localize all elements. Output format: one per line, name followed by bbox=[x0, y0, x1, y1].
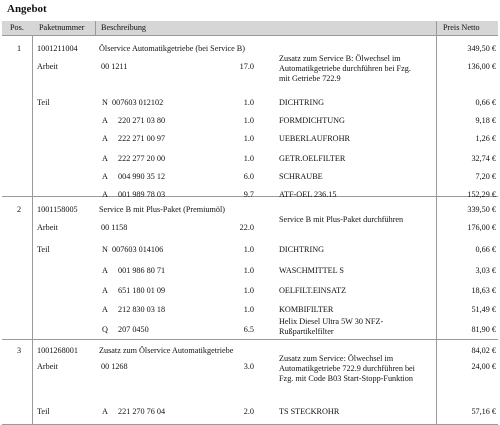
line-price: 136,00 € bbox=[467, 62, 496, 71]
line-description: Helix Diesel Ultra 5W 30 NFZ-Rußpartikelfilter bbox=[279, 317, 384, 336]
line-type: Arbeit bbox=[37, 223, 58, 232]
position-price: 349,50 € bbox=[467, 44, 496, 53]
article-number: 221 270 76 04 bbox=[118, 407, 166, 416]
article-number: 001 986 80 71 bbox=[118, 266, 166, 275]
quantity: 1.0 bbox=[243, 266, 254, 275]
line-price: 1,26 € bbox=[475, 134, 496, 143]
line-description: OELFILT.EINSATZ bbox=[279, 286, 347, 295]
quantity: 1.0 bbox=[243, 98, 254, 107]
line-type: Arbeit bbox=[37, 62, 58, 71]
part-prefix: A bbox=[102, 134, 108, 143]
table-header bbox=[2, 21, 498, 35]
position-description: Ölservice Automatikgetriebe (bei Service B) bbox=[99, 44, 245, 53]
package-number: 1001211004 bbox=[37, 44, 78, 53]
article-number: 007603 012102 bbox=[112, 98, 164, 107]
part-prefix: N bbox=[102, 245, 108, 254]
package-number: 1001268001 bbox=[37, 346, 78, 355]
line-price: 9,18 € bbox=[475, 116, 496, 125]
part-prefix: Q bbox=[102, 325, 108, 334]
position-number: 3 bbox=[17, 346, 22, 355]
quantity: 3.0 bbox=[243, 362, 254, 371]
article-number: 00 1158 bbox=[101, 223, 128, 232]
line-description: Zusatz zum Service: Ölwechsel im Automatikgetriebe 722.9 durchführen bei Fzg. mit Code B03 Start-Stopp-Funktion bbox=[279, 354, 415, 383]
part-prefix: A bbox=[102, 266, 108, 275]
article-number: 222 271 00 97 bbox=[118, 134, 166, 143]
line-description: WASCHMITTEL S bbox=[279, 266, 344, 275]
page-title: Angebot bbox=[7, 3, 47, 15]
part-prefix: A bbox=[102, 154, 108, 163]
part-prefix: A bbox=[102, 190, 108, 199]
article-number: 004 990 35 12 bbox=[118, 172, 166, 181]
article-number: 222 277 20 00 bbox=[118, 154, 166, 163]
line-price: 7,20 € bbox=[475, 172, 496, 181]
article-number: 220 271 03 80 bbox=[118, 116, 166, 125]
line-description: KOMBIFILTER bbox=[279, 305, 334, 314]
article-number: 207 0450 bbox=[118, 325, 149, 334]
line-price: 18,63 € bbox=[471, 286, 496, 295]
part-prefix: A bbox=[102, 172, 108, 181]
part-prefix: N bbox=[102, 98, 108, 107]
line-description: GETR.OELFILTER bbox=[279, 154, 346, 163]
article-number: 212 830 03 18 bbox=[118, 305, 166, 314]
position-number: 1 bbox=[17, 44, 22, 53]
quantity: 1.0 bbox=[243, 245, 254, 254]
line-type: Teil bbox=[37, 98, 50, 107]
line-price: 81,90 € bbox=[471, 325, 496, 334]
part-prefix: A bbox=[102, 407, 108, 416]
line-description: DICHTRING bbox=[279, 98, 325, 107]
quantity: 1.0 bbox=[243, 305, 254, 314]
line-description: TS STECKROHR bbox=[279, 407, 340, 416]
position-description: Zusatz zum Ölservice Automatikgetriebe bbox=[99, 346, 234, 355]
article-number: 651 180 01 09 bbox=[118, 286, 166, 295]
column-divider bbox=[32, 35, 33, 425]
quantity: 17.0 bbox=[239, 62, 254, 71]
position-price: 339,50 € bbox=[467, 205, 496, 214]
quantity: 1.0 bbox=[243, 116, 254, 125]
article-number: 007603 014106 bbox=[112, 245, 164, 254]
line-type: Arbeit bbox=[37, 362, 58, 371]
quantity: 6.5 bbox=[243, 325, 254, 334]
quantity: 22.0 bbox=[239, 223, 254, 232]
line-price: 0,66 € bbox=[475, 98, 496, 107]
line-price: 57,16 € bbox=[471, 407, 496, 416]
line-description: SCHRAUBE bbox=[279, 172, 323, 181]
line-type: Teil bbox=[37, 407, 50, 416]
line-type: Teil bbox=[37, 245, 50, 254]
quantity: 9.7 bbox=[243, 190, 254, 199]
line-description: UEBERLAUFROHR bbox=[279, 134, 350, 143]
line-price: 152,29 € bbox=[467, 190, 496, 199]
article-number: 00 1268 bbox=[101, 362, 128, 371]
line-description: FORMDICHTUNG bbox=[279, 116, 345, 125]
package-number: 1001158005 bbox=[37, 205, 78, 214]
part-prefix: A bbox=[102, 116, 108, 125]
table-rule bbox=[2, 35, 498, 36]
line-price: 0,66 € bbox=[475, 245, 496, 254]
header-preis: Preis Netto bbox=[443, 23, 480, 32]
line-description: Service B mit Plus-Paket durchführen bbox=[279, 215, 404, 224]
line-description: DICHTRING bbox=[279, 245, 325, 254]
header-beschreibung: Beschreibung bbox=[101, 23, 147, 32]
quantity: 1.0 bbox=[243, 154, 254, 163]
line-price: 176,00 € bbox=[467, 223, 496, 232]
header-pos: Pos. bbox=[10, 23, 24, 32]
column-divider bbox=[436, 21, 437, 425]
article-number: 00 1211 bbox=[101, 62, 128, 71]
line-price: 51,49 € bbox=[471, 305, 496, 314]
column-divider bbox=[95, 21, 96, 35]
header-paketnummer: Paketnummer bbox=[39, 23, 85, 32]
position-number: 2 bbox=[17, 205, 22, 214]
part-prefix: A bbox=[102, 286, 108, 295]
part-prefix: A bbox=[102, 305, 108, 314]
article-number: 001 989 78 03 bbox=[118, 190, 166, 199]
line-price: 24,00 € bbox=[471, 362, 496, 371]
line-description: Zusatz zum Service B: Ölwechsel im Automatikgetriebe durchführen bei Fzg. mit Getriebe 722.9 bbox=[279, 54, 411, 83]
position-description: Service B mit Plus-Paket (Premiumöl) bbox=[99, 205, 225, 214]
quantity: 1.0 bbox=[243, 134, 254, 143]
quantity: 1.0 bbox=[243, 286, 254, 295]
line-price: 3,03 € bbox=[475, 266, 496, 275]
position-price: 84,02 € bbox=[471, 346, 496, 355]
line-description: ATF-OEL 236.15 bbox=[279, 190, 337, 199]
position-separator bbox=[2, 339, 498, 340]
line-price: 32,74 € bbox=[471, 154, 496, 163]
quantity: 2.0 bbox=[243, 407, 254, 416]
quantity: 6.0 bbox=[243, 172, 254, 181]
